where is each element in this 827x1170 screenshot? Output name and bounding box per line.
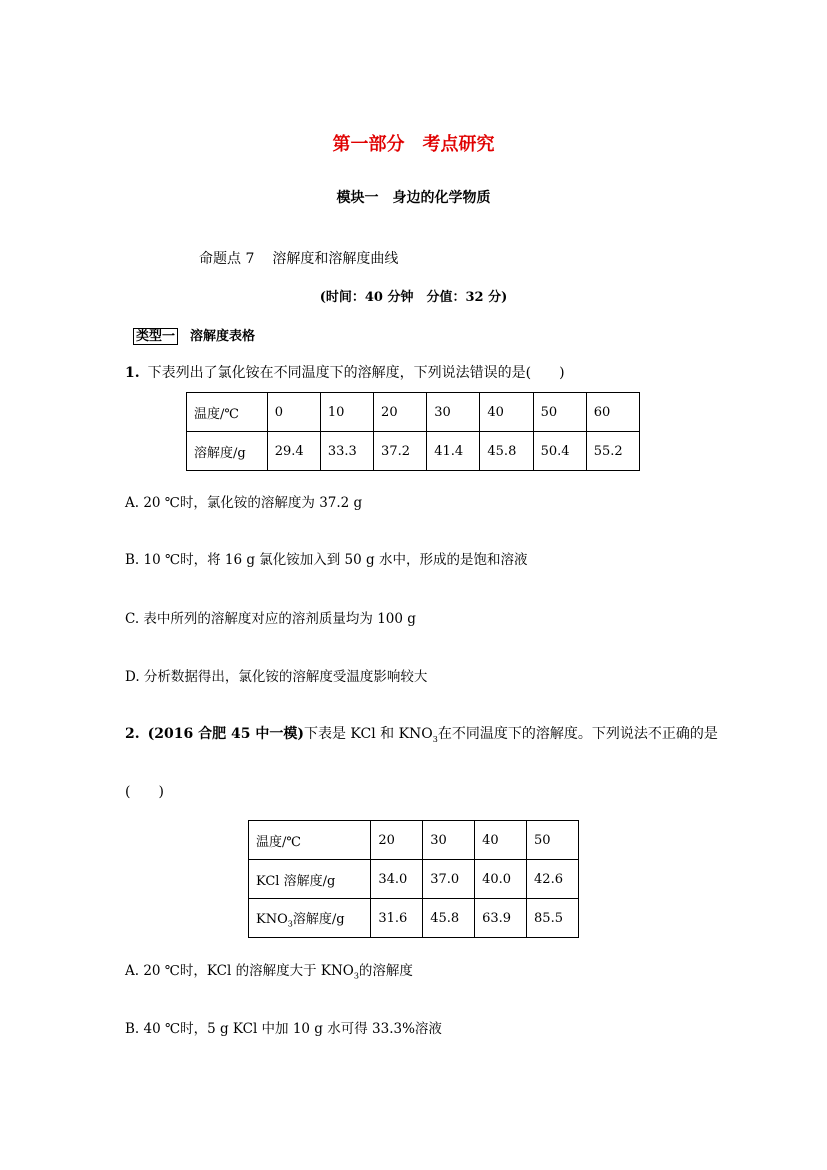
table-cell: 29.4 xyxy=(267,432,320,471)
table-header-cell: 溶解度/g xyxy=(187,432,268,471)
table-cell: 63.9 xyxy=(475,899,527,938)
table-cell: 30 xyxy=(423,821,475,860)
part-title: 第一部分 考点研究 xyxy=(332,134,495,155)
question-2-bracket: ( ) xyxy=(125,784,164,800)
table-cell: 60 xyxy=(586,393,639,432)
topic-name: 溶解度和溶解度曲线 xyxy=(272,251,399,267)
question-1-text: 下表列出了氯化铵在不同温度下的溶解度，下列说法错误的是( ) xyxy=(147,365,565,381)
table-header-cell xyxy=(249,899,371,938)
table-cell: 45.8 xyxy=(480,432,533,471)
question-2-text-a: 下表是 KCl 和 KNO xyxy=(303,726,433,742)
subscript: 3 xyxy=(287,919,293,929)
question-2-source: (2016 合肥 45 中一模) xyxy=(147,726,304,742)
table-cell: 20 xyxy=(371,821,423,860)
table-cell: 41.4 xyxy=(427,432,480,471)
table-cell: 50 xyxy=(533,393,586,432)
question-2-option-b: B. 40 ℃时，5 g KCl 中加 10 g 水可得 33.3%溶液 xyxy=(125,1021,442,1037)
question-1-option-c: C. 表中所列的溶解度对应的溶剂质量均为 100 g xyxy=(125,611,416,627)
table-row xyxy=(187,393,640,432)
table-cell: 55.2 xyxy=(586,432,639,471)
table-row xyxy=(249,899,579,938)
question-1-option-a: A. 20 ℃时，氯化铵的溶解度为 37.2 g xyxy=(125,495,363,511)
module-title: 模块一 身边的化学物质 xyxy=(336,190,491,206)
question-2-option-a xyxy=(125,959,413,981)
table-cell: 37.0 xyxy=(423,860,475,899)
kno3-label-b: 溶解度/g xyxy=(292,911,345,927)
question-1-stem xyxy=(125,362,565,382)
question-2-text-b: 在不同温度下的溶解度。下列说法不正确的是 xyxy=(437,726,718,742)
type-label: 类型一 xyxy=(133,328,178,345)
question-1-option-d: D. 分析数据得出，氯化铵的溶解度受温度影响较大 xyxy=(125,669,428,685)
table-header-cell: 温度/℃ xyxy=(187,393,268,432)
question-2-number: 2. xyxy=(125,726,140,742)
table-header-cell: 温度/℃ xyxy=(249,821,371,860)
table-row xyxy=(249,821,579,860)
subscript: 3 xyxy=(432,734,438,744)
kno3-label-a: KNO xyxy=(256,911,288,927)
table-header-cell: KCl 溶解度/g xyxy=(249,860,371,899)
subscript: 3 xyxy=(353,971,359,981)
time-info: (时间：40 分钟 分值：32 分) xyxy=(319,290,508,305)
question-2-table xyxy=(248,820,579,938)
table-cell: 0 xyxy=(267,393,320,432)
table-cell: 40.0 xyxy=(475,860,527,899)
question-1-option-b: B. 10 ℃时，将 16 g 氯化铵加入到 50 g 水中，形成的是饱和溶液 xyxy=(125,552,528,568)
table-cell: 31.6 xyxy=(371,899,423,938)
option-a-text-1: A. 20 ℃时，KCl 的溶解度大于 KNO xyxy=(125,963,354,979)
table-cell: 30 xyxy=(427,393,480,432)
table-cell: 45.8 xyxy=(423,899,475,938)
table-cell: 37.2 xyxy=(374,432,427,471)
table-row xyxy=(187,432,640,471)
table-cell: 33.3 xyxy=(320,432,373,471)
type-name: 溶解度表格 xyxy=(190,329,256,344)
table-cell: 42.6 xyxy=(527,860,579,899)
table-cell: 10 xyxy=(320,393,373,432)
table-cell: 34.0 xyxy=(371,860,423,899)
table-cell: 85.5 xyxy=(527,899,579,938)
table-cell: 40 xyxy=(480,393,533,432)
table-cell: 40 xyxy=(475,821,527,860)
topic-label: 命题点 7 xyxy=(199,251,255,267)
table-row xyxy=(249,860,579,899)
table-cell: 50.4 xyxy=(533,432,586,471)
section-heading xyxy=(133,325,255,345)
question-1-number: 1. xyxy=(125,365,140,381)
question-2-stem xyxy=(125,723,718,744)
topic-line xyxy=(199,248,398,268)
table-cell: 50 xyxy=(527,821,579,860)
option-a-text-2: 的溶解度 xyxy=(358,963,413,979)
table-cell: 20 xyxy=(374,393,427,432)
question-1-table xyxy=(186,392,640,471)
